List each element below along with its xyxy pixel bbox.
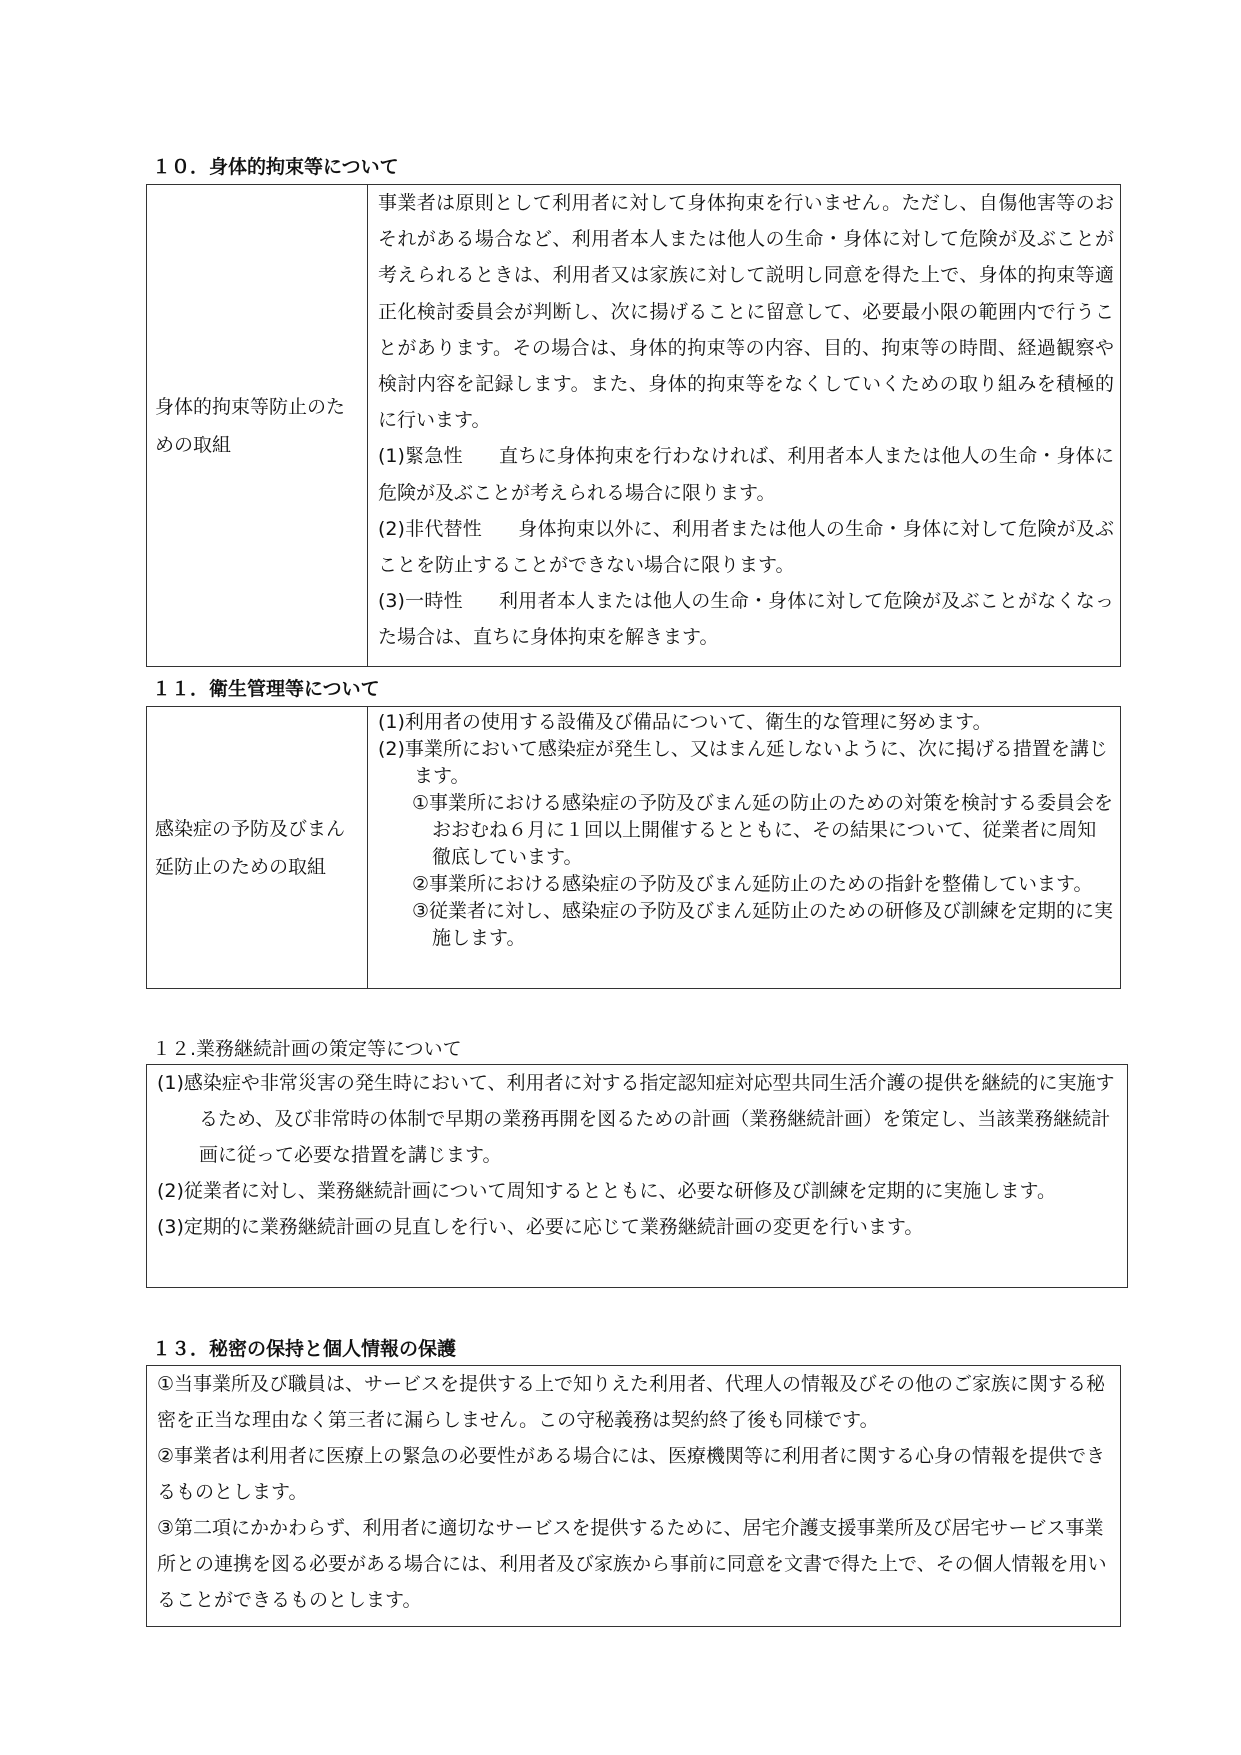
- section-11-label: 感染症の予防及びまん延防止のための取組: [155, 817, 346, 878]
- section-12-content-cell: [147, 1065, 1128, 1288]
- section-10-item: [378, 438, 1114, 510]
- section-11-subitem: ①事業所における感染症の予防及びまん延の防止のための対策を検討する委員会をおおむね６月に１回以上開催するとともに、その結果について、従業者に周知徹底しています。: [412, 792, 1114, 868]
- section-10-label-cell: [147, 185, 368, 667]
- section-10-intro: 事業者は原則として利用者に対して身体拘束を行いません。ただし、自傷他害等のおそれがある場合など、利用者本人または他人の生命・身体に対して危険が及ぶことが考えられるときは、利用者又は家族に対して説明し同意を得た上で、身体的拘束等適正化検討委員会が判断し、次に揚げることに留意して、必要最小限の範囲内で行うことがあります。その場合は、身体的拘束等の内容、目的、拘束等の時間、経過観察や検討内容を記録します。また、身体的拘束等をなくしていくための取り組みを積極的に行います。: [378, 192, 1114, 432]
- section-10-content-cell: [368, 185, 1121, 667]
- section-13-heading: １３．秘密の保持と個人情報の保護: [152, 1338, 457, 1360]
- section-10-label: 身体的拘束等防止のための取組: [155, 395, 346, 456]
- item-desc: 利用者本人または他人の生命・身体に対して危険が及ぶことがなくなった場合は、直ちに身体拘束を解きます。: [378, 590, 1114, 649]
- section-10-item: [378, 511, 1114, 583]
- section-11-subitem: ③従業者に対し、感染症の予防及びまん延防止のための研修及び訓練を定期的に実施します。: [412, 900, 1114, 949]
- item-term: (2)非代替性: [378, 517, 483, 540]
- section-11-heading: １１．衛生管理等について: [152, 678, 380, 700]
- section-12-box: [146, 1064, 1128, 1288]
- section-11-item-2: (2)事業所において感染症が発生し、又はまん延しないように、次に掲げる措置を講じます。: [378, 738, 1108, 787]
- item-term: (1)緊急性: [378, 445, 463, 468]
- section-13-item: ③第二項にかかわらず、利用者に適切なサービスを提供するために、居宅介護支援事業所及び居宅サービス事業所との連携を図る必要がある場合には、利用者及び家族から事前に同意を文書で得た上で、その個人情報を用いることができるものとします。: [157, 1517, 1107, 1611]
- section-13-content-cell: [147, 1366, 1121, 1627]
- section-12-item: (3)定期的に業務継続計画の見直しを行い、必要に応じて業務継続計画の変更を行います。: [157, 1216, 924, 1238]
- item-desc: 直ちに身体拘束を行わなければ、利用者本人または他人の生命・身体に危険が及ぶことが考えられる場合に限ります。: [378, 445, 1114, 504]
- section-11-content-cell: [368, 707, 1121, 989]
- item-desc: 身体拘束以外に、利用者または他人の生命・身体に対して危険が及ぶことを防止することができない場合に限ります。: [378, 517, 1114, 577]
- section-13-item: ①当事業所及び職員は、サービスを提供する上で知りえた利用者、代理人の情報及びその他のご家族に関する秘密を正当な理由なく第三者に漏らしません。この守秘義務は契約終了後も同様です。: [157, 1373, 1106, 1431]
- section-11-subitem: ②事業所における感染症の予防及びまん延防止のための指針を整備しています。: [412, 873, 1093, 895]
- section-11-label-cell: [147, 707, 368, 989]
- section-10-table: [146, 184, 1121, 667]
- section-11-table: [146, 706, 1121, 989]
- section-13-box: [146, 1365, 1121, 1627]
- item-term: (3)一時性: [378, 590, 463, 613]
- section-13-item: ②事業者は利用者に医療上の緊急の必要性がある場合には、医療機関等に利用者に関する心身の情報を提供できるものとします。: [157, 1445, 1106, 1503]
- section-12-item: (1)感染症や非常災害の発生時において、利用者に対する指定認知症対応型共同生活介護の提供を継続的に実施するため、及び非常時の体制で早期の業務再開を図るための計画（業務継続計画）を策定し、当該業務継続計画に従って必要な措置を講じます。: [157, 1072, 1115, 1166]
- section-10-heading: １０．身体的拘束等について: [152, 156, 399, 178]
- section-12-item: (2)従業者に対し、業務継続計画について周知するとともに、必要な研修及び訓練を定期的に実施します。: [157, 1180, 1057, 1202]
- section-10-item: [378, 583, 1114, 655]
- section-11-item-1: (1)利用者の使用する設備及び備品について、衛生的な管理に努めます。: [378, 711, 992, 733]
- section-12-heading: １２.業務継続計画の策定等について: [152, 1038, 462, 1060]
